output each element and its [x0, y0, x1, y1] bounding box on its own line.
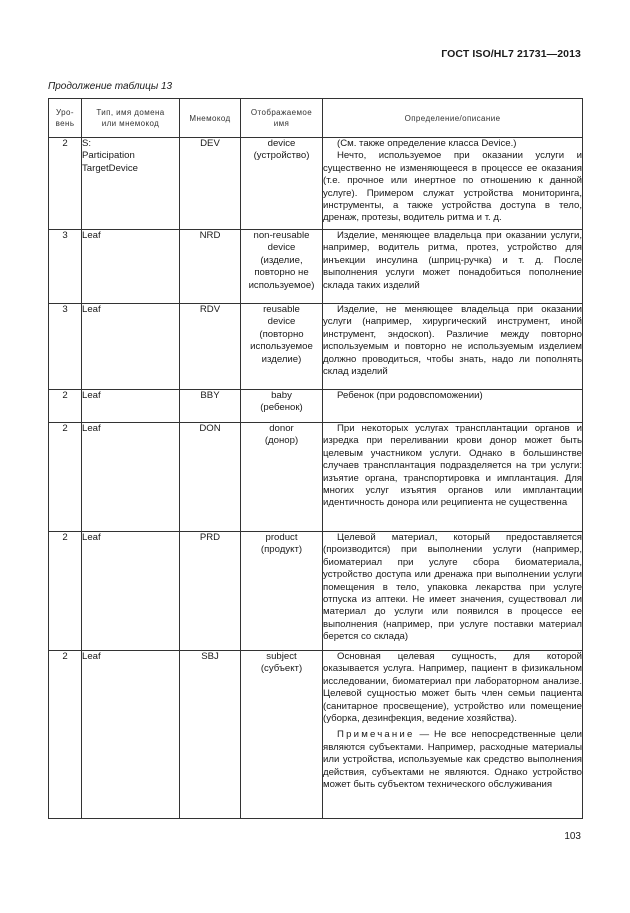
- page-number: 103: [564, 831, 581, 842]
- col-header-display: Отображаемое имя: [241, 99, 323, 138]
- table-row: [49, 138, 583, 230]
- display-name-cell: reusable device (повторно используемое изделие): [241, 304, 323, 390]
- mnemonic-cell: SBJ: [180, 651, 241, 819]
- level-cell: 2: [49, 138, 82, 230]
- col-header-domain: Тип, имя домена или мнемокод: [82, 99, 180, 138]
- table-header-row: [49, 99, 583, 138]
- level-cell: 3: [49, 230, 82, 304]
- definition-cell: Изделие, меняющее владельца при оказании услуги, например, водитель ритма, протез, устройство для инъекции инсулина (шприц-ручка) и т. д. После выполнения услуги может понадобиться пополнение склада таких изделий: [323, 230, 583, 304]
- mnemonic-cell: BBY: [180, 390, 241, 423]
- definition-cell: Изделие, не меняющее владельца при оказании услуги (например, хирургический инструмент, иной инструмент, эндоскоп). Различие между повторно используемым и повторно не используемым изделием должно проводиться, чтобы знать, надо ли пополнять склад изделий: [323, 304, 583, 390]
- domain-cell: Leaf: [82, 230, 180, 304]
- domain-cell: Leaf: [82, 423, 180, 532]
- terms-table: [48, 98, 583, 819]
- col-header-definition: Определение/описание: [323, 99, 583, 138]
- definition-cell: (См. также определение класса Device.) Нечто, используемое при оказании услуги и существенно не изменяющееся в процессе ее оказания (т.е. прочное или инертное по отношению к данной услуге). Примером служат устройства мониторинга, инструменты, а также устройства доступа в тело, дренаж, протезы, водитель ритма и т. д.: [323, 138, 583, 230]
- mnemonic-cell: PRD: [180, 532, 241, 651]
- table-caption: Продолжение таблицы 13: [48, 81, 173, 92]
- table-row: [49, 532, 583, 651]
- display-name-cell: baby (ребенок): [241, 390, 323, 423]
- display-name-cell: product (продукт): [241, 532, 323, 651]
- definition-cell: Основная целевая сущность, для которой оказывается услуга. Например, пациент в физикальном исследовании, биоматериал при лабораторном анализе. Целевой сущностью может быть член семьи пациента (санитарное просвещение), устройство или помещение (уборка, дезинфекция, ведение хозяйства). Примечание — Не все непосредственные цели являются субъектами. Например, расходные материалы или устройства, используемые как средство выполнения действия, субъектами не являются. Однако устройство может быть субъектом технического обслуживания: [323, 651, 583, 819]
- standard-designation: ГОСТ ISO/HL7 21731—2013: [441, 48, 581, 60]
- definition-cell: Ребенок (при родовспоможении): [323, 390, 583, 423]
- mnemonic-cell: RDV: [180, 304, 241, 390]
- col-header-mnemonic: Мнемокод: [180, 99, 241, 138]
- note-paragraph: [323, 729, 582, 791]
- domain-cell: Leaf: [82, 651, 180, 819]
- mnemonic-cell: NRD: [180, 230, 241, 304]
- note-text: — Не все непосредственные цели являются субъектами. Например, расходные материалы или устройства, используемые как средство выполнения действия, субъектами не являются. Однако устройство может быть субъектом технического обслуживания: [323, 729, 582, 791]
- mnemonic-cell: DON: [180, 423, 241, 532]
- display-name-cell: donor (донор): [241, 423, 323, 532]
- domain-cell: Leaf: [82, 304, 180, 390]
- display-name-cell: device (устройство): [241, 138, 323, 230]
- table-row: [49, 304, 583, 390]
- table-row: [49, 390, 583, 423]
- display-name-cell: non-reusable device (изделие, повторно не используемое): [241, 230, 323, 304]
- domain-cell: Leaf: [82, 390, 180, 423]
- level-cell: 2: [49, 390, 82, 423]
- domain-cell: Leaf: [82, 532, 180, 651]
- definition-cell: Целевой материал, который предоставляется (производится) при выполнении услуги (например, биоматериал при услуге сбора биоматериала, устройство доступа или дренажа при выполнении услуги помещения в тело, упаковка лекарства при услуге отпуска из аптеки. Не имеет значения, существовал ли материал до услуги или появился в процессе ее выполнения (например, при услуге поставки материал берется со склада): [323, 532, 583, 651]
- display-name-cell: subject (субъект): [241, 651, 323, 819]
- level-cell: 2: [49, 423, 82, 532]
- mnemonic-cell: DEV: [180, 138, 241, 230]
- level-cell: 2: [49, 651, 82, 819]
- domain-cell: S: Participation TargetDevice: [82, 138, 180, 230]
- definition-cell: При некоторых услугах трансплантации органов и изредка при переливании крови донор может быть целевым участником услуги. Однако в большинстве случаев трансплантация подразделяется на три услуги: изъятие органа, транспортировка и имплантация. Для многих услуг изъятия органов или имплантации идентичность донора или реципиента не существенна: [323, 423, 583, 532]
- table-row: [49, 230, 583, 304]
- note-label: Примечание: [337, 729, 415, 741]
- level-cell: 2: [49, 532, 82, 651]
- table-row: [49, 651, 583, 819]
- table-row: [49, 423, 583, 532]
- col-header-level: Уро- вень: [49, 99, 82, 138]
- level-cell: 3: [49, 304, 82, 390]
